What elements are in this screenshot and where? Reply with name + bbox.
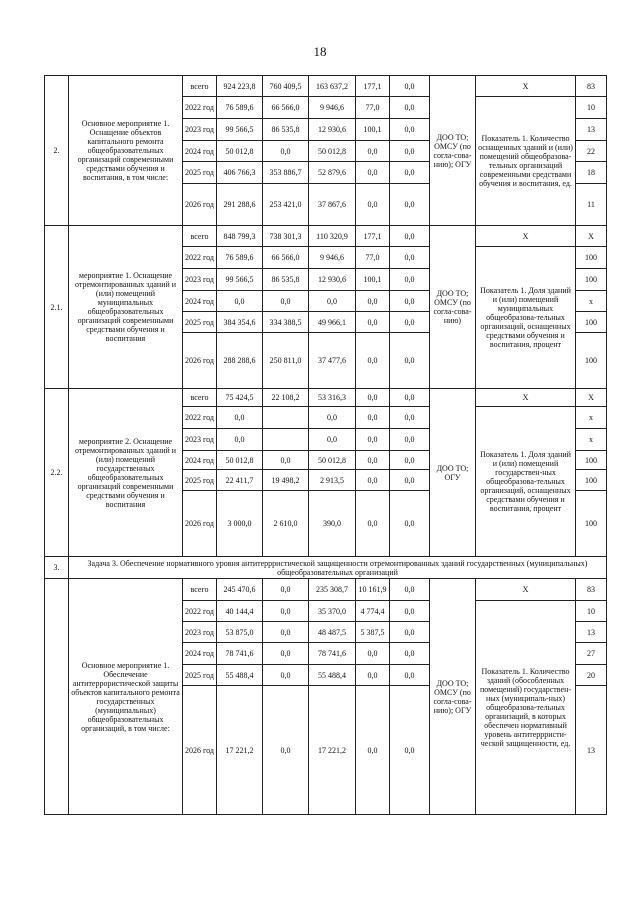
year-cell: 2023 год (183, 269, 217, 291)
local-budget-cell: 100,1 (356, 269, 390, 291)
local-budget-cell: 0,0 (356, 643, 390, 665)
year-cell: 2023 год (183, 429, 217, 451)
responsible-cell: ДОО ТО; ОГУ (430, 389, 476, 557)
total-cell: 0,0 (217, 291, 263, 312)
year-cell: 2026 год (183, 491, 217, 557)
federal-budget-cell: 0,0 (263, 665, 309, 686)
local-budget-cell: 10 161,9 (356, 579, 390, 601)
other-sources-cell: 0,0 (390, 269, 430, 291)
indicator-value-cell: 18 (576, 162, 607, 184)
responsible-cell: ДОО ТО; ОМСУ (по согла-сова-нию) (430, 226, 476, 389)
regional-budget-cell: 12 930,6 (309, 269, 356, 291)
year-cell: 2024 год (183, 291, 217, 312)
total-cell: 0,0 (217, 407, 263, 429)
other-sources-cell: 0,0 (390, 407, 430, 429)
year-cell: 2026 год (183, 184, 217, 226)
total-cell: 406 766,3 (217, 162, 263, 184)
regional-budget-cell: 35 370,0 (309, 601, 356, 622)
total-cell: 50 012,8 (217, 451, 263, 470)
local-budget-cell: 100,1 (356, 119, 390, 141)
table-row (45, 76, 607, 97)
local-budget-cell: 0,0 (356, 184, 390, 226)
table-row (45, 226, 607, 247)
indicator-value-cell: 100 (576, 451, 607, 470)
task-number: 3. (45, 557, 69, 579)
regional-budget-cell: 50 012,8 (309, 141, 356, 162)
indicator-value-cell: 83 (576, 76, 607, 97)
local-budget-cell: 0,0 (356, 407, 390, 429)
regional-budget-cell: 2 913,5 (309, 470, 356, 491)
year-cell: 2022 год (183, 407, 217, 429)
year-cell: всего (183, 76, 217, 97)
table-body (45, 76, 607, 815)
regional-budget-cell: 48 487,5 (309, 622, 356, 643)
federal-budget-cell: 0,0 (263, 643, 309, 665)
regional-budget-cell: 37 477,6 (309, 333, 356, 389)
year-cell: 2026 год (183, 686, 217, 815)
regional-budget-cell: 0,0 (309, 407, 356, 429)
other-sources-cell: 0,0 (390, 491, 430, 557)
federal-budget-cell: 0,0 (263, 601, 309, 622)
table-row (45, 579, 607, 601)
local-budget-cell: 0,0 (356, 665, 390, 686)
other-sources-cell: 0,0 (390, 429, 430, 451)
year-cell: 2025 год (183, 162, 217, 184)
federal-budget-cell: 253 421,0 (263, 184, 309, 226)
year-cell: всего (183, 579, 217, 601)
row-number: 2.2. (45, 389, 69, 557)
regional-budget-cell: 37 867,6 (309, 184, 356, 226)
other-sources-cell: 0,0 (390, 291, 430, 312)
year-cell: всего (183, 226, 217, 247)
federal-budget-cell: 0,0 (263, 291, 309, 312)
total-cell: 78 741,6 (217, 643, 263, 665)
federal-budget-cell: 250 811,0 (263, 333, 309, 389)
year-cell: 2025 год (183, 665, 217, 686)
indicator-cell: Показатель 1. Доля зданий и (или) помещений государствен-ных общеобразова-тельных организаций, оснащенных средствами обучения и воспитания, процент (476, 407, 576, 557)
local-budget-cell: 5 387,5 (356, 622, 390, 643)
other-sources-cell: 0,0 (390, 643, 430, 665)
other-sources-cell: 0,0 (390, 312, 430, 333)
federal-budget-cell: 86 535,8 (263, 119, 309, 141)
indicator-value-cell: 27 (576, 643, 607, 665)
row-number (45, 579, 69, 815)
task-text: Задача 3. Обеспечение нормативного уровня антитеррристической защищенности отремонтированных зданий государственных (муниципальных) общеобразовательных организаций (69, 557, 607, 579)
total-cell: 3 000,0 (217, 491, 263, 557)
federal-budget-cell: 0,0 (263, 686, 309, 815)
federal-budget-cell: 0,0 (263, 579, 309, 601)
other-sources-cell: 0,0 (390, 686, 430, 815)
other-sources-cell: 0,0 (390, 119, 430, 141)
federal-budget-cell: 86 535,8 (263, 269, 309, 291)
local-budget-cell: 177,1 (356, 226, 390, 247)
total-cell: 55 488,4 (217, 665, 263, 686)
regional-budget-cell: 50 012,8 (309, 451, 356, 470)
year-cell: 2024 год (183, 643, 217, 665)
indicator-value-cell: 100 (576, 269, 607, 291)
federal-budget-cell: 66 566,0 (263, 97, 309, 119)
indicator-value-cell: 83 (576, 579, 607, 601)
total-cell: 924 223,8 (217, 76, 263, 97)
federal-budget-cell: 334 388,5 (263, 312, 309, 333)
regional-budget-cell: 0,0 (309, 429, 356, 451)
indicator-value-cell: х (576, 291, 607, 312)
indicator-value-cell: 13 (576, 686, 607, 815)
total-cell: 245 470,6 (217, 579, 263, 601)
year-cell: всего (183, 389, 217, 407)
regional-budget-cell: 110 320,9 (309, 226, 356, 247)
indicator-value-cell: 100 (576, 470, 607, 491)
regional-budget-cell: 9 946,6 (309, 247, 356, 269)
local-budget-cell: 0,0 (356, 389, 390, 407)
indicator-cell: Показатель 1. Количество оснащенных зданий и (или) помещений общеобразова-тельных организаций современными средствами обучения и воспитания, ед. (476, 97, 576, 226)
regional-budget-cell: 49 966,1 (309, 312, 356, 333)
other-sources-cell: 0,0 (390, 601, 430, 622)
indicator-header-cell: Х (476, 226, 576, 247)
regional-budget-cell: 53 316,3 (309, 389, 356, 407)
regional-budget-cell: 55 488,4 (309, 665, 356, 686)
other-sources-cell: 0,0 (390, 333, 430, 389)
year-cell: 2024 год (183, 451, 217, 470)
local-budget-cell: 77,0 (356, 247, 390, 269)
other-sources-cell: 0,0 (390, 226, 430, 247)
federal-budget-cell (263, 407, 309, 429)
federal-budget-cell: 353 886,7 (263, 162, 309, 184)
federal-budget-cell: 0,0 (263, 141, 309, 162)
indicator-value-cell: 100 (576, 312, 607, 333)
year-cell: 2022 год (183, 247, 217, 269)
indicator-value-cell: 13 (576, 622, 607, 643)
indicator-value-cell: 100 (576, 491, 607, 557)
other-sources-cell: 0,0 (390, 97, 430, 119)
regional-budget-cell: 235 308,7 (309, 579, 356, 601)
regional-budget-cell: 12 930,6 (309, 119, 356, 141)
local-budget-cell: 0,0 (356, 451, 390, 470)
indicator-header-cell: Х (476, 389, 576, 407)
regional-budget-cell: 17 221,2 (309, 686, 356, 815)
year-cell: 2025 год (183, 312, 217, 333)
indicator-value-cell: 100 (576, 247, 607, 269)
indicator-header-cell: Х (476, 76, 576, 97)
total-cell: 22 411,7 (217, 470, 263, 491)
other-sources-cell: 0,0 (390, 184, 430, 226)
total-cell: 99 566,5 (217, 119, 263, 141)
total-cell: 76 589,6 (217, 97, 263, 119)
regional-budget-cell: 78 741,6 (309, 643, 356, 665)
other-sources-cell: 0,0 (390, 141, 430, 162)
row-number: 2. (45, 76, 69, 226)
total-cell: 50 012,8 (217, 141, 263, 162)
year-cell: 2026 год (183, 333, 217, 389)
federal-budget-cell: 66 566,0 (263, 247, 309, 269)
other-sources-cell: 0,0 (390, 579, 430, 601)
year-cell: 2024 год (183, 141, 217, 162)
year-cell: 2023 год (183, 622, 217, 643)
regional-budget-cell: 9 946,6 (309, 97, 356, 119)
total-cell: 848 799,3 (217, 226, 263, 247)
indicator-value-cell: 10 (576, 97, 607, 119)
year-cell: 2025 год (183, 470, 217, 491)
indicator-cell: Показатель 1. Количество зданий (обособленных помещений) государствен-ных (муниципаль-ных) общеобразова-тельных организаций, в которых обеспечен нормативный уровень антитеррристи-ческой защищенности, ед. (476, 601, 576, 815)
regional-budget-cell: 52 879,6 (309, 162, 356, 184)
federal-budget-cell: 22 108,2 (263, 389, 309, 407)
local-budget-cell: 0,0 (356, 162, 390, 184)
federal-budget-cell: 19 498,2 (263, 470, 309, 491)
total-cell: 291 288,6 (217, 184, 263, 226)
table-row (45, 389, 607, 407)
year-cell: 2022 год (183, 601, 217, 622)
indicator-value-cell: 100 (576, 333, 607, 389)
regional-budget-cell: 390,0 (309, 491, 356, 557)
total-cell: 75 424,5 (217, 389, 263, 407)
responsible-cell: ДОО ТО; ОМСУ (по согла-сова-нию); ОГУ (430, 76, 476, 226)
other-sources-cell: 0,0 (390, 451, 430, 470)
federal-budget-cell: 760 409,5 (263, 76, 309, 97)
indicator-value-cell: 11 (576, 184, 607, 226)
local-budget-cell: 0,0 (356, 333, 390, 389)
measure-description: мероприятие 1. Оснащение отремонтированных зданий и (или) помещений муниципальных общеобразовательных организаций современными средствами обучения и воспитания (69, 226, 183, 389)
total-cell: 76 589,6 (217, 247, 263, 269)
indicator-value-cell: х (576, 407, 607, 429)
federal-budget-cell: 0,0 (263, 451, 309, 470)
total-cell: 384 354,6 (217, 312, 263, 333)
total-cell: 99 566,5 (217, 269, 263, 291)
federal-budget-cell (263, 429, 309, 451)
other-sources-cell: 0,0 (390, 162, 430, 184)
page-number: 18 (313, 44, 327, 59)
program-table (44, 75, 607, 815)
local-budget-cell: 0,0 (356, 141, 390, 162)
local-budget-cell: 0,0 (356, 686, 390, 815)
total-cell: 288 288,6 (217, 333, 263, 389)
local-budget-cell: 4 774,4 (356, 601, 390, 622)
total-cell: 0,0 (217, 429, 263, 451)
other-sources-cell: 0,0 (390, 470, 430, 491)
other-sources-cell: 0,0 (390, 622, 430, 643)
indicator-value-cell: Х (576, 389, 607, 407)
other-sources-cell: 0,0 (390, 389, 430, 407)
indicator-value-cell: 13 (576, 119, 607, 141)
regional-budget-cell: 163 637,2 (309, 76, 356, 97)
task-row (45, 557, 607, 579)
year-cell: 2023 год (183, 119, 217, 141)
indicator-value-cell: 10 (576, 601, 607, 622)
indicator-cell: Показатель 1. Доля зданий и (или) помещений муниципальных общеобразова-тельных организаций, оснащенных средствами обучения и воспитания, процент (476, 247, 576, 389)
federal-budget-cell: 2 610,0 (263, 491, 309, 557)
total-cell: 53 875,0 (217, 622, 263, 643)
local-budget-cell: 0,0 (356, 470, 390, 491)
federal-budget-cell: 0,0 (263, 622, 309, 643)
indicator-value-cell: х (576, 429, 607, 451)
indicator-value-cell: 20 (576, 665, 607, 686)
measure-description: мероприятие 2. Оснащение отремонтированных зданий и (или) помещений государственных общеобразовательных организаций современными средствами обучения и воспитания (69, 389, 183, 557)
indicator-header-cell: Х (476, 579, 576, 601)
local-budget-cell: 0,0 (356, 491, 390, 557)
local-budget-cell: 77,0 (356, 97, 390, 119)
measure-description: Основное мероприятие 1. Оснащение объектов капитального ремонта общеобразовательных организаций современными средствами обучения и воспитания, в том числе: (69, 76, 183, 226)
federal-budget-cell: 738 301,3 (263, 226, 309, 247)
local-budget-cell: 0,0 (356, 312, 390, 333)
indicator-value-cell: Х (576, 226, 607, 247)
measure-description: Основное мероприятие 1. Обеспечение антитеррористической защиты объектов капитального ремонта государственных (муниципальных) общеобразовательных организаций, в том числе: (69, 579, 183, 815)
local-budget-cell: 177,1 (356, 76, 390, 97)
total-cell: 40 144,4 (217, 601, 263, 622)
other-sources-cell: 0,0 (390, 665, 430, 686)
responsible-cell: ДОО ТО; ОМСУ (по согла-сова-нию); ОГУ (430, 579, 476, 815)
local-budget-cell: 0,0 (356, 291, 390, 312)
indicator-value-cell: 22 (576, 141, 607, 162)
other-sources-cell: 0,0 (390, 247, 430, 269)
year-cell: 2022 год (183, 97, 217, 119)
other-sources-cell: 0,0 (390, 76, 430, 97)
regional-budget-cell: 0,0 (309, 291, 356, 312)
local-budget-cell: 0,0 (356, 429, 390, 451)
row-number: 2.1. (45, 226, 69, 389)
total-cell: 17 221,2 (217, 686, 263, 815)
